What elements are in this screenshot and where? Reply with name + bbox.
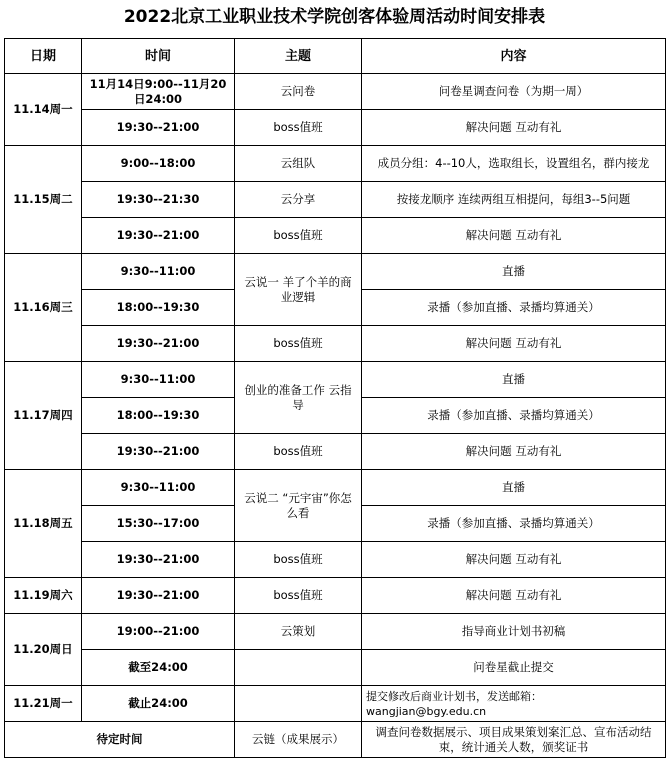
- table-row: [5, 722, 666, 758]
- content-cell: 解决问题 互动有礼: [362, 434, 666, 470]
- time-cell: 19:30--21:00: [82, 542, 235, 578]
- time-cell: 9:30--11:00: [82, 362, 235, 398]
- page-title: 2022北京工业职业技术学院创客体验周活动时间安排表: [123, 7, 546, 27]
- table-row: [5, 686, 666, 722]
- table-row: [5, 326, 666, 362]
- time-cell: 19:30--21:00: [82, 218, 235, 254]
- date-cell: 11.14周一: [5, 74, 82, 146]
- topic-cell: boss值班: [235, 110, 362, 146]
- topic-cell: 云说一 羊了个羊的商业逻辑: [235, 254, 362, 326]
- topic-cell: 云说二 “元宇宙”你怎么看: [235, 470, 362, 542]
- topic-cell: boss值班: [235, 434, 362, 470]
- content-cell: 录播（参加直播、录播均算通关）: [362, 290, 666, 326]
- date-cell: 11.19周六: [5, 578, 82, 614]
- table-row: [5, 614, 666, 650]
- time-cell: 截至24:00: [82, 650, 235, 686]
- date-cell: 11.21周一: [5, 686, 82, 722]
- pending-time-cell: 待定时间: [5, 722, 235, 758]
- content-cell: 指导商业计划书初稿: [362, 614, 666, 650]
- content-cell: 直播: [362, 362, 666, 398]
- time-cell: 19:30--21:00: [82, 110, 235, 146]
- content-cell: 问卷星截止提交: [362, 650, 666, 686]
- schedule-table: [4, 38, 666, 758]
- content-cell: 直播: [362, 470, 666, 506]
- topic-cell: 云组队: [235, 146, 362, 182]
- content-cell: 按接龙顺序 连续两组互相提问，每组3--5问题: [362, 182, 666, 218]
- time-cell: 19:30--21:00: [82, 326, 235, 362]
- topic-cell: boss值班: [235, 218, 362, 254]
- time-cell: 11月14日9:00--11月20日24:00: [82, 74, 235, 110]
- content-cell: 解决问题 互动有礼: [362, 542, 666, 578]
- time-cell: 9:30--11:00: [82, 470, 235, 506]
- date-cell: 11.15周二: [5, 146, 82, 254]
- content-cell: 问卷星调查问卷（为期一周）: [362, 74, 666, 110]
- table-row: [5, 434, 666, 470]
- content-cell: 提交修改后商业计划书，发送邮箱：wangjian@bgy.edu.cn: [362, 686, 666, 722]
- header-content: 内容: [362, 39, 666, 74]
- content-cell: 调查问卷数据展示、项目成果策划案汇总、宣布活动结束，统计通关人数，颁奖证书: [362, 722, 666, 758]
- topic-cell: boss值班: [235, 542, 362, 578]
- content-cell: 成员分组：4--10人，选取组长，设置组名，群内接龙: [362, 146, 666, 182]
- topic-cell: 云问卷: [235, 74, 362, 110]
- content-cell: 录播（参加直播、录播均算通关）: [362, 398, 666, 434]
- content-cell: 解决问题 互动有礼: [362, 326, 666, 362]
- time-cell: 19:00--21:00: [82, 614, 235, 650]
- table-row: [5, 218, 666, 254]
- table-row: [5, 182, 666, 218]
- topic-cell: 云链（成果展示）: [235, 722, 362, 758]
- time-cell: 9:30--11:00: [82, 254, 235, 290]
- date-cell: 11.18周五: [5, 470, 82, 578]
- time-cell: 19:30--21:00: [82, 578, 235, 614]
- header-time: 时间: [82, 39, 235, 74]
- content-cell: 直播: [362, 254, 666, 290]
- topic-cell: [235, 686, 362, 722]
- table-row: [5, 146, 666, 182]
- content-cell: 解决问题 互动有礼: [362, 578, 666, 614]
- table-header-row: [5, 39, 666, 74]
- content-cell: 解决问题 互动有礼: [362, 110, 666, 146]
- table-row: [5, 650, 666, 686]
- time-cell: 截止24:00: [82, 686, 235, 722]
- topic-cell: boss值班: [235, 578, 362, 614]
- table-row: [5, 74, 666, 110]
- content-cell: 录播（参加直播、录播均算通关）: [362, 506, 666, 542]
- table-row: [5, 542, 666, 578]
- content-cell: 解决问题 互动有礼: [362, 218, 666, 254]
- time-cell: 15:30--17:00: [82, 506, 235, 542]
- header-date: 日期: [5, 39, 82, 74]
- time-cell: 18:00--19:30: [82, 398, 235, 434]
- time-cell: 19:30--21:00: [82, 434, 235, 470]
- date-cell: 11.17周四: [5, 362, 82, 470]
- table-row: [5, 578, 666, 614]
- time-cell: 19:30--21:30: [82, 182, 235, 218]
- table-row: [5, 362, 666, 398]
- table-row: [5, 110, 666, 146]
- time-cell: 18:00--19:30: [82, 290, 235, 326]
- date-cell: 11.20周日: [5, 614, 82, 686]
- table-row: [5, 470, 666, 506]
- date-cell: 11.16周三: [5, 254, 82, 362]
- topic-cell: 云策划: [235, 614, 362, 650]
- topic-cell: [235, 650, 362, 686]
- topic-cell: 创业的准备工作 云指导: [235, 362, 362, 434]
- topic-cell: boss值班: [235, 326, 362, 362]
- table-row: [5, 254, 666, 290]
- topic-cell: 云分享: [235, 182, 362, 218]
- header-topic: 主题: [235, 39, 362, 74]
- time-cell: 9:00--18:00: [82, 146, 235, 182]
